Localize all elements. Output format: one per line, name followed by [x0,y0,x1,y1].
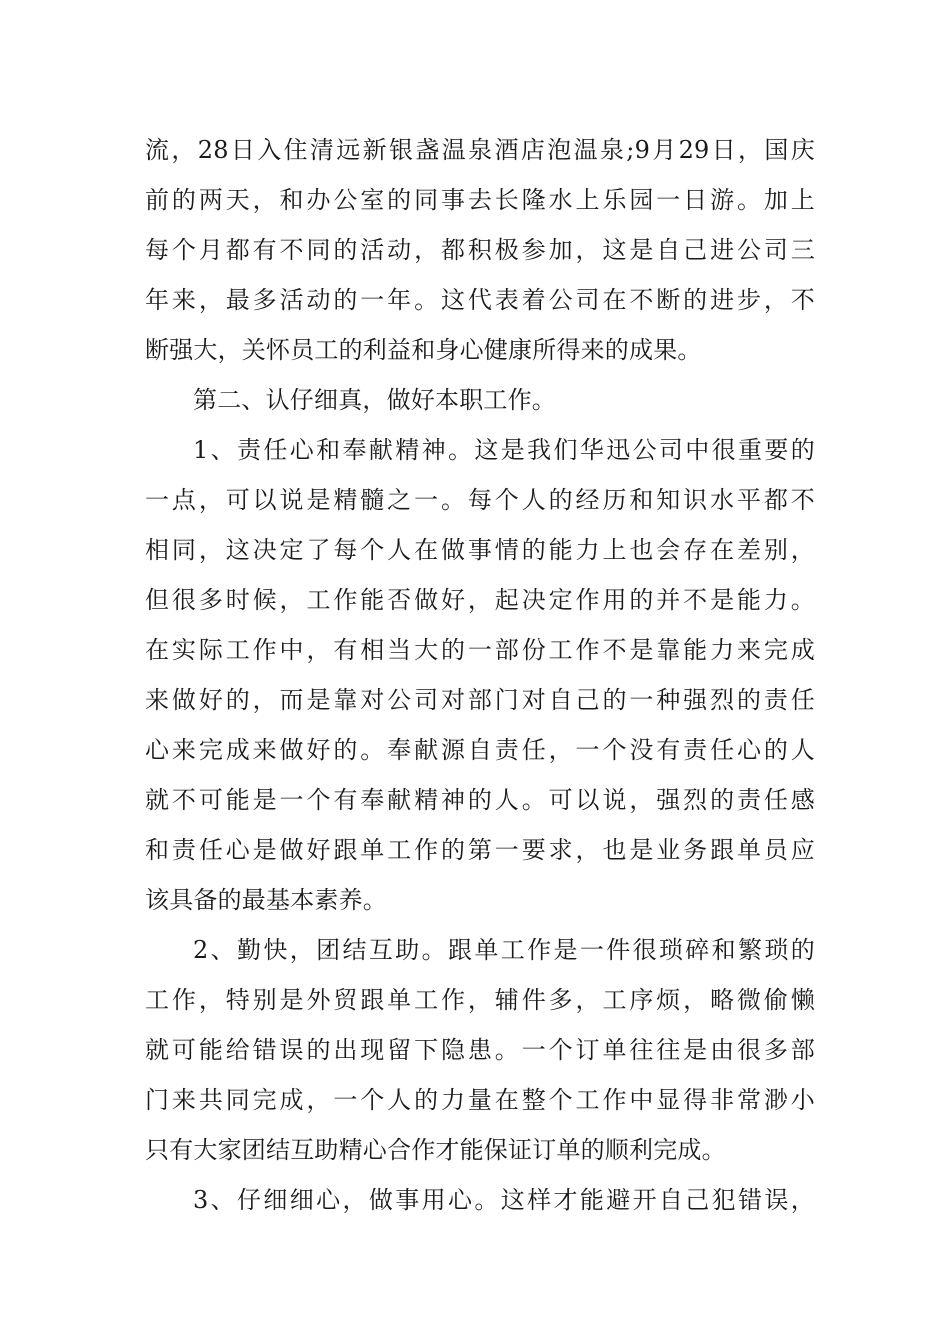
text-line: 但很多时候，工作能否做好，起决定作用的并不是能力。 [145,586,815,614]
text-line: 前的两天，和办公室的同事去长隆水上乐园一日游。加上 [145,186,815,214]
text-line: 断强大，关怀员工的利益和身心健康所得来的成果。 [145,336,702,364]
text-line: 在实际工作中，有相当大的一部份工作不是靠能力来完成 [145,636,815,664]
text-line: 就不可能是一个有奉献精神的人。可以说，强烈的责任感 [145,786,815,814]
text-line: 和责任心是做好跟单工作的第一要求，也是业务跟单员应 [145,836,815,864]
text-line: 2、勤快，团结互助。跟单工作是一件很琐碎和繁琐的 [193,936,815,964]
text-line: 就可能给错误的出现留下隐患。一个订单往往是由很多部 [145,1036,815,1064]
text-line: 每个月都有不同的活动，都积极参加，这是自己进公司三 [145,236,815,264]
text-line: 年来，最多活动的一年。这代表着公司在不断的进步，不 [145,286,815,314]
text-line: 该具备的最基本素养。 [145,886,387,914]
text-line: 心来完成来做好的。奉献源自责任，一个没有责任心的人 [145,736,815,764]
text-line: 相同，这决定了每个人在做事情的能力上也会存在差别， [145,536,815,564]
text-line: 3、仔细细心，做事用心。这样才能避开自己犯错误， [193,1186,815,1214]
text-line: 来做好的，而是靠对公司对部门对自己的一种强烈的责任 [145,686,815,714]
text-line: 一点，可以说是精髓之一。每个人的经历和知识水平都不 [145,486,815,514]
text-line: 工作，特别是外贸跟单工作，辅件多，工序烦，略微偷懒 [145,986,815,1014]
section-heading: 第二、认仔细真，做好本职工作。 [193,386,556,414]
text-line: 只有大家团结互助精心合作才能保证订单的顺利完成。 [145,1136,726,1164]
text-line: 门来共同完成，一个人的力量在整个工作中显得非常渺小 [145,1086,815,1114]
text-line: 1、责任心和奉献精神。这是我们华迅公司中很重要的 [193,436,815,464]
text-line: 流，28日入住清远新银盏温泉酒店泡温泉;9月29日，国庆 [145,136,815,164]
